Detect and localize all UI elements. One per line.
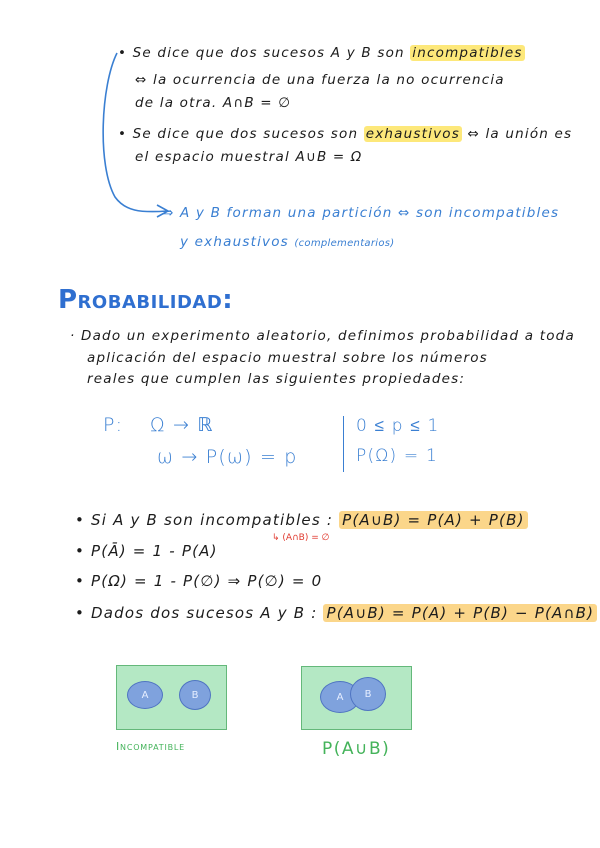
partition-text: y exhaustivos (180, 234, 289, 250)
incompatible-highlight: incompatibles (412, 45, 523, 61)
exhaustive-highlight: exhaustivos (365, 126, 460, 142)
mapping-row2: ω → P(ω) = p (157, 446, 298, 468)
venn-union-universe (301, 666, 412, 730)
venn-union-caption: P(A∪B) (322, 739, 391, 759)
set-b-ellipse (179, 680, 211, 710)
definition-text: • Se dice que dos sucesos A y B son (118, 45, 411, 61)
partition-line2 (180, 234, 394, 250)
property-text: • Dados dos sucesos A y B : (75, 604, 318, 622)
property-3: • P(Ω) = 1 - P(∅) ⇒ P(∅) = 0 (75, 572, 323, 590)
incompatible-definition-line1 (118, 45, 525, 61)
section-title: Probabilidad: (58, 285, 234, 315)
condition-2: P(Ω) = 1 (356, 446, 438, 466)
definition-line2: aplicación del espacio muestral sobre los números (87, 350, 488, 366)
property-2: • P(Ā) = 1 - P(A) (75, 542, 218, 560)
property-4 (75, 604, 597, 622)
set-a-ellipse (127, 681, 163, 709)
property-1-formula: P(A∪B) = P(A) + P(B) (339, 511, 528, 529)
property-text: • Si A y B son incompatibles : (75, 511, 334, 529)
set-b-ellipse (350, 677, 386, 711)
venn-incompatible-universe (116, 665, 227, 730)
definition-text: ⇔ la unión es (461, 126, 573, 142)
set-b-label: B (191, 689, 199, 701)
exhaustive-definition-line2: el espacio muestral A∪B = Ω (135, 149, 363, 165)
partition-line1: ⇒ A y B forman una partición ⇔ son incompatibles (162, 205, 560, 221)
set-a-label: A (141, 689, 149, 701)
condition-1: 0 ≤ p ≤ 1 (356, 416, 440, 436)
mapping-p-label: P: (103, 414, 124, 436)
property-4-formula: P(A∪B) = P(A) + P(B) − P(A∩B) (323, 604, 597, 622)
definition-line1: · Dado un experimento aleatorio, definimos probabilidad a toda (70, 328, 575, 344)
disjoint-note: ↳ (A∩B) = ∅ (272, 533, 330, 543)
incompatible-definition-line2: ⇔ la ocurrencia de una fuerza la no ocurrencia (135, 72, 505, 88)
venn-incompatible-caption: Incompatible (116, 740, 186, 753)
brace-divider (343, 416, 344, 472)
complementary-note: (complementarios) (294, 238, 395, 249)
set-a-label: A (336, 691, 344, 703)
exhaustive-definition-line1 (118, 126, 572, 142)
set-b-label: B (364, 688, 372, 700)
definition-text: • Se dice que dos sucesos son (118, 126, 364, 142)
property-1 (75, 511, 528, 529)
definition-line3: reales que cumplen las siguientes propiedades: (87, 371, 466, 387)
connector-arrow-icon (95, 45, 175, 220)
incompatible-definition-line3: de la otra. A∩B = ∅ (135, 95, 292, 111)
mapping-row1: Ω → ℝ (150, 414, 214, 436)
